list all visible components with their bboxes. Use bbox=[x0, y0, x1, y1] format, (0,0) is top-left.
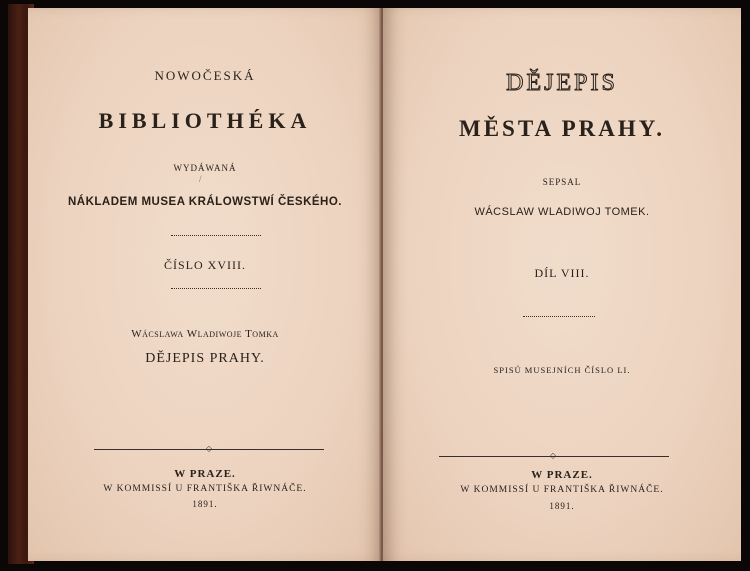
ink-speck: / bbox=[199, 174, 202, 184]
divider-dotted bbox=[523, 316, 595, 317]
by-label: SEPSAL bbox=[542, 177, 582, 187]
imprint-city: W PRAZE. bbox=[531, 469, 593, 481]
published-label: WYDÁWANÁ bbox=[173, 163, 237, 173]
title-line1: DĚJEPIS bbox=[506, 70, 618, 96]
imprint-year: 1891. bbox=[549, 501, 575, 511]
divider-dotted-bottom bbox=[171, 288, 261, 289]
series-note: SPISŮ MUSEJNÍCH ČÍSLO LI. bbox=[493, 365, 631, 375]
work-title: DĚJEPIS PRAHY. bbox=[145, 351, 265, 366]
left-page bbox=[28, 8, 382, 561]
publisher-line: NÁKLADEM MUSEA KRÁLOWSTWÍ ČESKÉHO. bbox=[67, 196, 343, 208]
divider-dotted-top bbox=[171, 235, 261, 236]
author-line: Wácslawa Wladiwoje Tomka bbox=[131, 328, 279, 340]
number-label: ČÍSLO XVIII. bbox=[164, 258, 246, 272]
diamond-ornament-icon: ◇ bbox=[205, 444, 213, 453]
series-title-line1: NOWOČESKÁ bbox=[154, 68, 256, 83]
volume-label: DÍL VIII. bbox=[534, 266, 590, 280]
imprint-line: W KOMMISSÍ U FRANTIŠKA ŘIWNÁČE. bbox=[103, 484, 307, 494]
diamond-ornament-icon: ◇ bbox=[549, 451, 557, 460]
title-line2: MĚSTA PRAHY. bbox=[459, 116, 665, 141]
imprint-year: 1891. bbox=[192, 499, 218, 509]
imprint-city: W PRAZE. bbox=[174, 468, 236, 480]
author-name: WÁCSLAW WLADIWOJ TOMEK. bbox=[474, 206, 650, 218]
series-title-line2: BIBLIOTHÉKA bbox=[98, 108, 312, 133]
imprint-line: W KOMMISSÍ U FRANTIŠKA ŘIWNÁČE. bbox=[460, 485, 664, 495]
right-page bbox=[383, 8, 741, 561]
